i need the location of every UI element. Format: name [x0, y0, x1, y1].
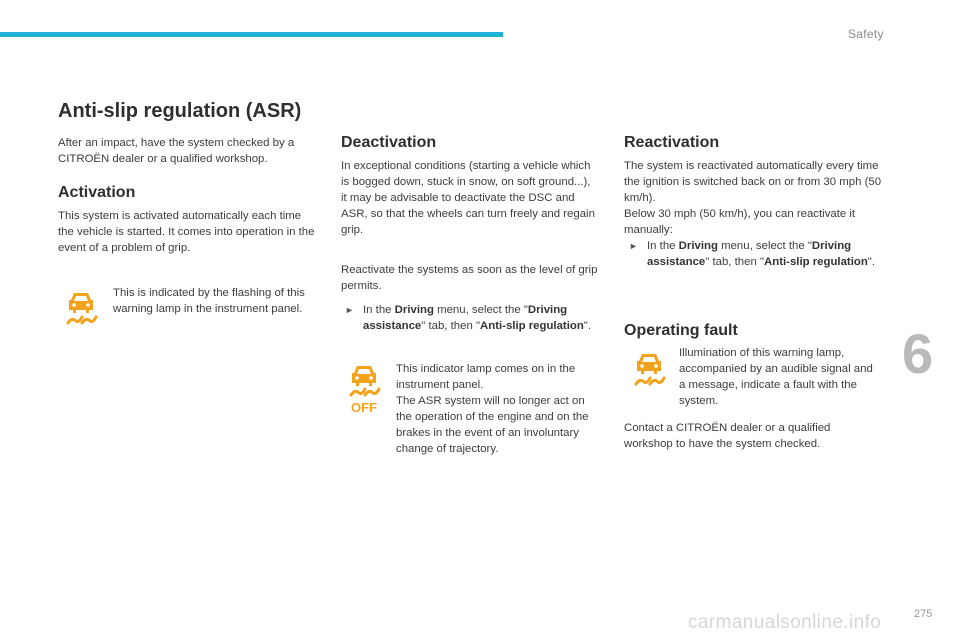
chapter-number: 6: [902, 322, 934, 385]
reactivate-note: Reactivate the systems as soon as the level of grip permits.: [341, 264, 598, 293]
deactivation-lamp-text-2: The ASR system will no longer act on the operation of the engine and on the brakes in the event of an involuntary change of trajectory.: [396, 395, 589, 456]
activation-heading: Activation: [58, 184, 136, 201]
deactivation-text: In exceptional conditions (starting a vehicle which is bogged down, stuck in snow, on soft ground...), it may be advisable to deactivate the DSC and ASR, so that the wheels can turn freely and regain grip.: [341, 160, 595, 237]
activation-lamp-text: This is indicated by the flashing of this warning lamp in the instrument panel.: [113, 287, 305, 316]
arrow-bullet-icon: ►: [345, 305, 354, 315]
section-label: Safety: [848, 27, 884, 41]
reactivation-text-1: The system is reactivated automatically every time the ignition is switched back on or from 30 mph (50 km/h).: [624, 160, 882, 205]
deactivation-lamp-text-1: This indicator lamp comes on in the instrument panel.: [396, 363, 576, 392]
page-number: 275: [914, 608, 933, 620]
intro-text: After an impact, have the system checked by a CITROËN dealer or a qualified workshop.: [58, 137, 295, 166]
header-accent-bar: [0, 32, 503, 37]
skid-warning-icon: [630, 350, 668, 388]
skid-off-icon: [345, 364, 383, 414]
deactivation-heading: Deactivation: [341, 134, 437, 151]
reactivation-step: ► In the Driving menu, select the "Driving assistance" tab, then "Anti-slip regulation".: [629, 240, 876, 269]
reactivation-text-2: Below 30 mph (50 km/h), you can reactivate it manually:: [624, 208, 856, 237]
off-label: OFF: [351, 400, 377, 414]
deactivation-step: ► In the Driving menu, select the "Driving assistance" tab, then "Anti-slip regulation".: [345, 304, 592, 333]
reactivation-heading: Reactivation: [624, 134, 720, 151]
fault-contact-text: Contact a CITROËN dealer or a qualified workshop to have the system checked.: [624, 422, 831, 451]
page-title: Anti-slip regulation (ASR): [58, 100, 302, 122]
activation-text: This system is activated automatically each time the vehicle is started. It comes into operation in the event of a problem of grip.: [58, 210, 315, 255]
fault-lamp-text: Illumination of this warning lamp, accompanied by an audible signal and a message, indicate a fault with the system.: [679, 347, 873, 408]
watermark: carmanualsonline.info: [688, 612, 882, 633]
skid-warning-icon: [62, 289, 100, 327]
arrow-bullet-icon: ►: [629, 241, 638, 251]
fault-heading: Operating fault: [624, 322, 738, 339]
